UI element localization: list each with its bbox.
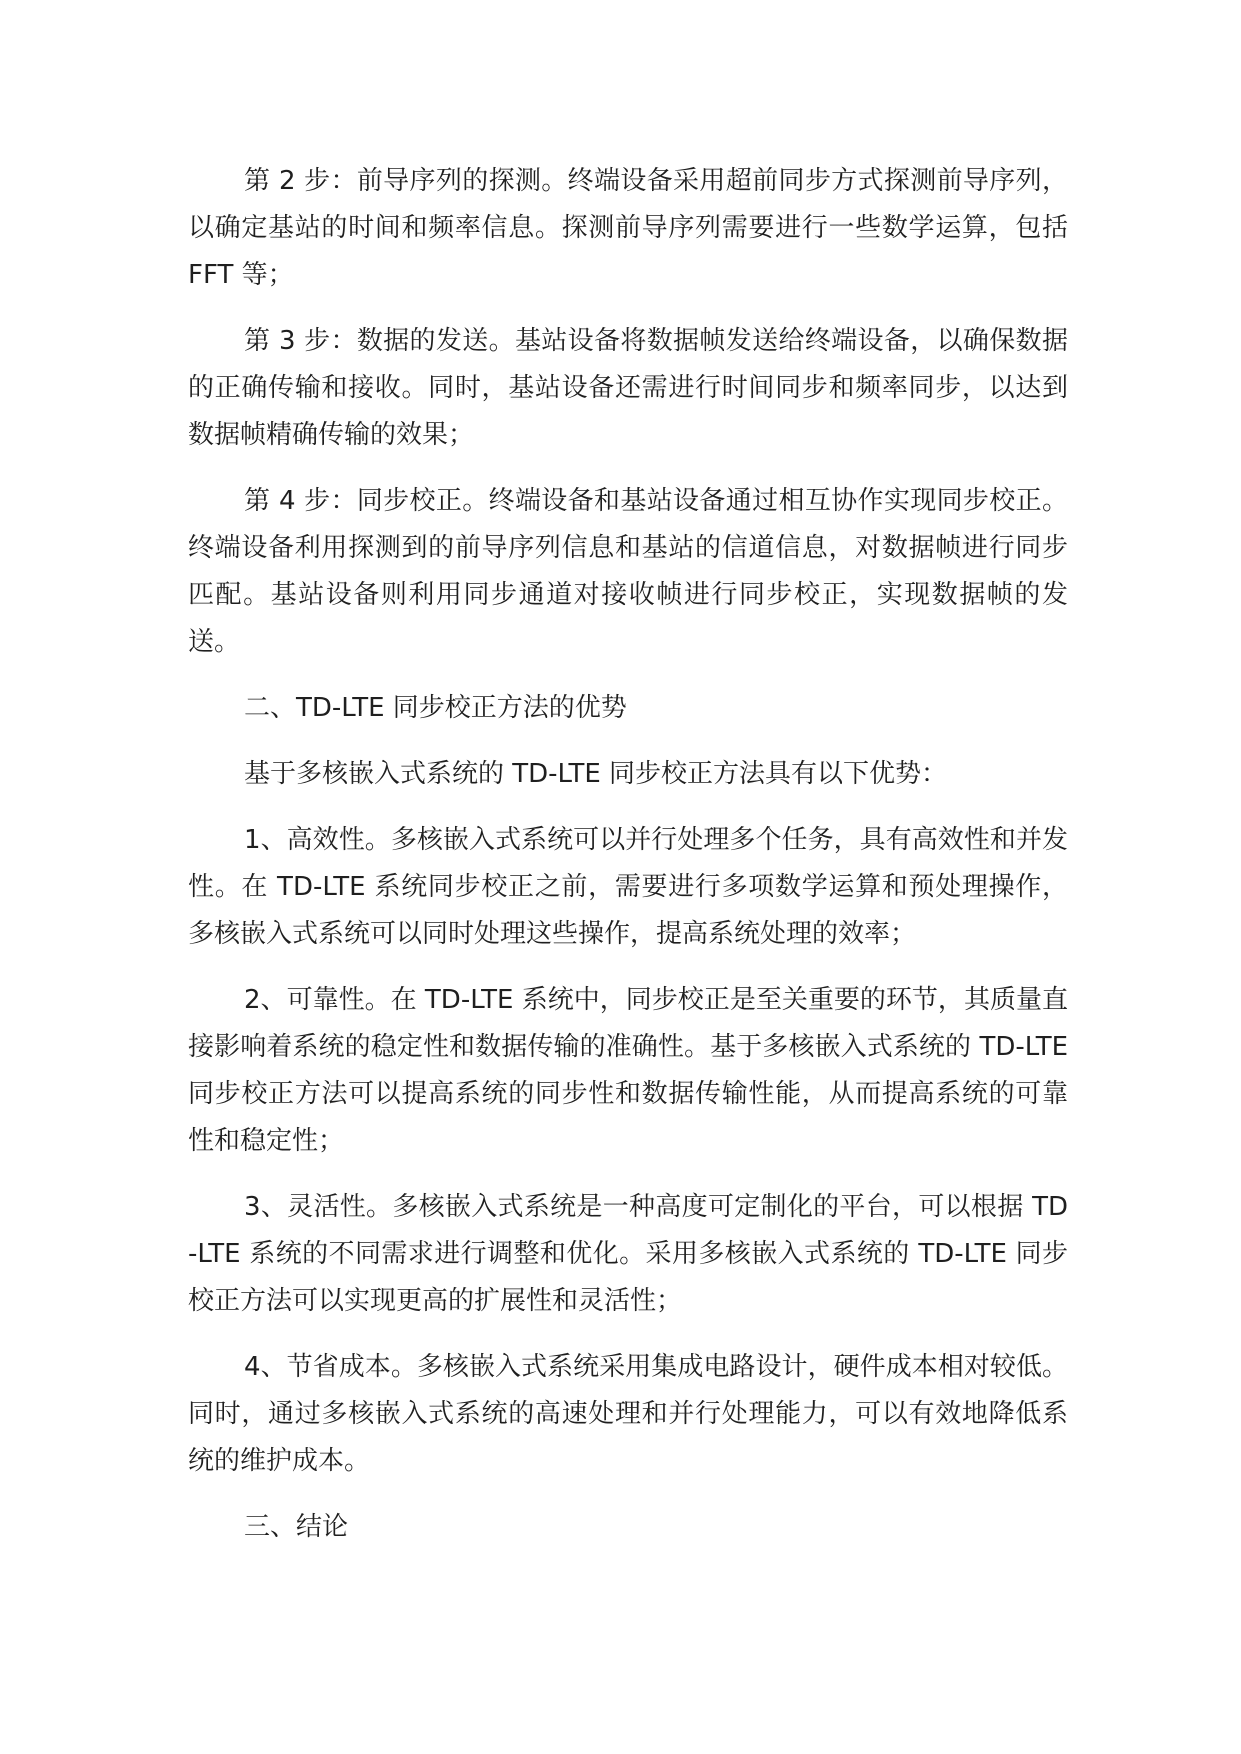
paragraph-cost-saving: 4、节省成本。多核嵌入式系统采用集成电路设计，硬件成本相对较低。同时，通过多核嵌入式系统的高速处理和并行处理能力，可以有效地降低系统的维护成本。 bbox=[188, 1352, 1068, 1476]
paragraph-efficiency: 1、高效性。多核嵌入式系统可以并行处理多个任务，具有高效性和并发性。在 TD-LTE 系统同步校正之前，需要进行多项数学运算和预处理操作，多核嵌入式系统可以同时处理这些操作，提高系统处理的效率； bbox=[188, 825, 1068, 949]
paragraph-flexibility: 3、灵活性。多核嵌入式系统是一种高度可定制化的平台，可以根据 TD-LTE 系统的不同需求进行调整和优化。采用多核嵌入式系统的 TD-LTE 同步校正方法可以实现更高的扩展性和灵活性； bbox=[188, 1192, 1068, 1316]
paragraph-step-4: 第 4 步：同步校正。终端设备和基站设备通过相互协作实现同步校正。终端设备利用探测到的前导序列信息和基站的信道信息，对数据帧进行同步匹配。基站设备则利用同步通道对接收帧进行同步校正，实现数据帧的发送。 bbox=[188, 486, 1068, 657]
paragraph-step-3: 第 3 步：数据的发送。基站设备将数据帧发送给终端设备，以确保数据的正确传输和接收。同时，基站设备还需进行时间同步和频率同步，以达到数据帧精确传输的效果； bbox=[188, 326, 1068, 450]
section-heading-advantages: 二、TD-LTE 同步校正方法的优势 bbox=[244, 693, 627, 723]
document-body bbox=[188, 158, 1068, 1570]
paragraph-advantages-intro: 基于多核嵌入式系统的 TD-LTE 同步校正方法具有以下优势： bbox=[244, 759, 948, 789]
paragraph-reliability: 2、可靠性。在 TD-LTE 系统中，同步校正是至关重要的环节，其质量直接影响着系统的稳定性和数据传输的准确性。基于多核嵌入式系统的 TD-LTE 同步校正方法可以提高系统的同步性和数据传输性能，从而提高系统的可靠性和稳定性； bbox=[188, 985, 1068, 1156]
paragraph-step-2: 第 2 步：前导序列的探测。终端设备采用超前同步方式探测前导序列，以确定基站的时间和频率信息。探测前导序列需要进行一些数学运算，包括 FFT 等； bbox=[188, 166, 1068, 290]
section-heading-conclusion: 三、结论 bbox=[244, 1512, 349, 1542]
